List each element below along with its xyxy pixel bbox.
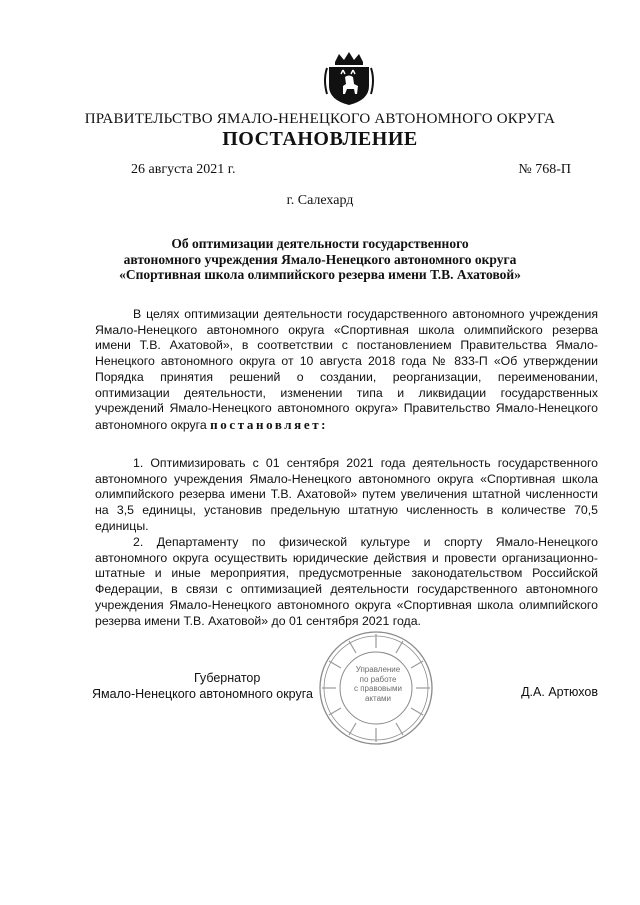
stamp-line: по работе <box>359 674 397 684</box>
government-name: ПРАВИТЕЛЬСТВО ЯМАЛО-НЕНЕЦКОГО АВТОНОМНОГО ОКРУГА <box>84 111 556 127</box>
document-city: г. Салехард <box>286 193 354 208</box>
intro-text: В целях оптимизации деятельности государственного автономного учреждения Ямало-Ненецкого автономного округа «Спортивная школа олимпийского резерва имени Т.В. Ахатовой», в соответствии с постановлением Правительства Ямало-Ненецкого автономного округа от 10 августа 2018 года № 833-П «Об утверждении Порядка принятия решений о создании, реорганизации, переименовании, оптимизации деятельности, изменении типа и ликвидации государственных учреждений Ямало-Ненецкого автономного округа» Правительство Ямало-Ненецкого автономного округа <box>95 307 598 432</box>
stamp-line: Управление <box>355 665 401 674</box>
intro-paragraph <box>95 307 598 434</box>
coat-of-arms-icon <box>321 50 377 106</box>
document-date: 26 августа 2021 г. <box>131 162 236 177</box>
document-title <box>0 236 640 283</box>
signer-position <box>92 670 332 702</box>
stamp-line: с правовыми <box>353 684 403 693</box>
signer-position-line: Губернатор <box>194 671 261 685</box>
signer-name: Д.А. Артюхов <box>521 685 598 699</box>
document-number: № 768-П <box>518 162 571 177</box>
signer-position-line: Ямало-Ненецкого автономного округа <box>92 687 313 701</box>
stamp-text <box>346 665 410 703</box>
title-line: Об оптимизации деятельности государственного <box>171 236 469 251</box>
title-line: «Спортивная школа олимпийского резерва имени Т.В. Ахатовой» <box>119 267 521 282</box>
title-line: автономного учреждения Ямало-Ненецкого автономного округа <box>123 251 517 267</box>
resolves-word: постановляет: <box>210 416 329 432</box>
paragraph-2: 2. Департаменту по физической культуре и спорту Ямало-Ненецкого автономного округа осуществить юридические действия и провести организационно-штатные и иные мероприятия, предусмотренные законодательством Российской Федерации, в связи с оптимизацией деятельности государственного автономного учреждения Ямало-Ненецкого автономного округа «Спортивная школа олимпийского резерва имени Т.В. Ахатовой» до 01 сентября 2021 года. <box>95 535 598 628</box>
stamp-line: актами <box>364 693 392 703</box>
document-type: ПОСТАНОВЛЕНИЕ <box>222 128 418 150</box>
paragraph-1: 1. Оптимизировать с 01 сентября 2021 года деятельность государственного автономного учреждения Ямало-Ненецкого автономного округа «Спортивная школа олимпийского резерва имени Т.В. Ахатовой» путем увеличения штатной численности на 3,5 единицы, установив предельную штатную численность в количестве 70,5 единицы. <box>95 456 598 533</box>
